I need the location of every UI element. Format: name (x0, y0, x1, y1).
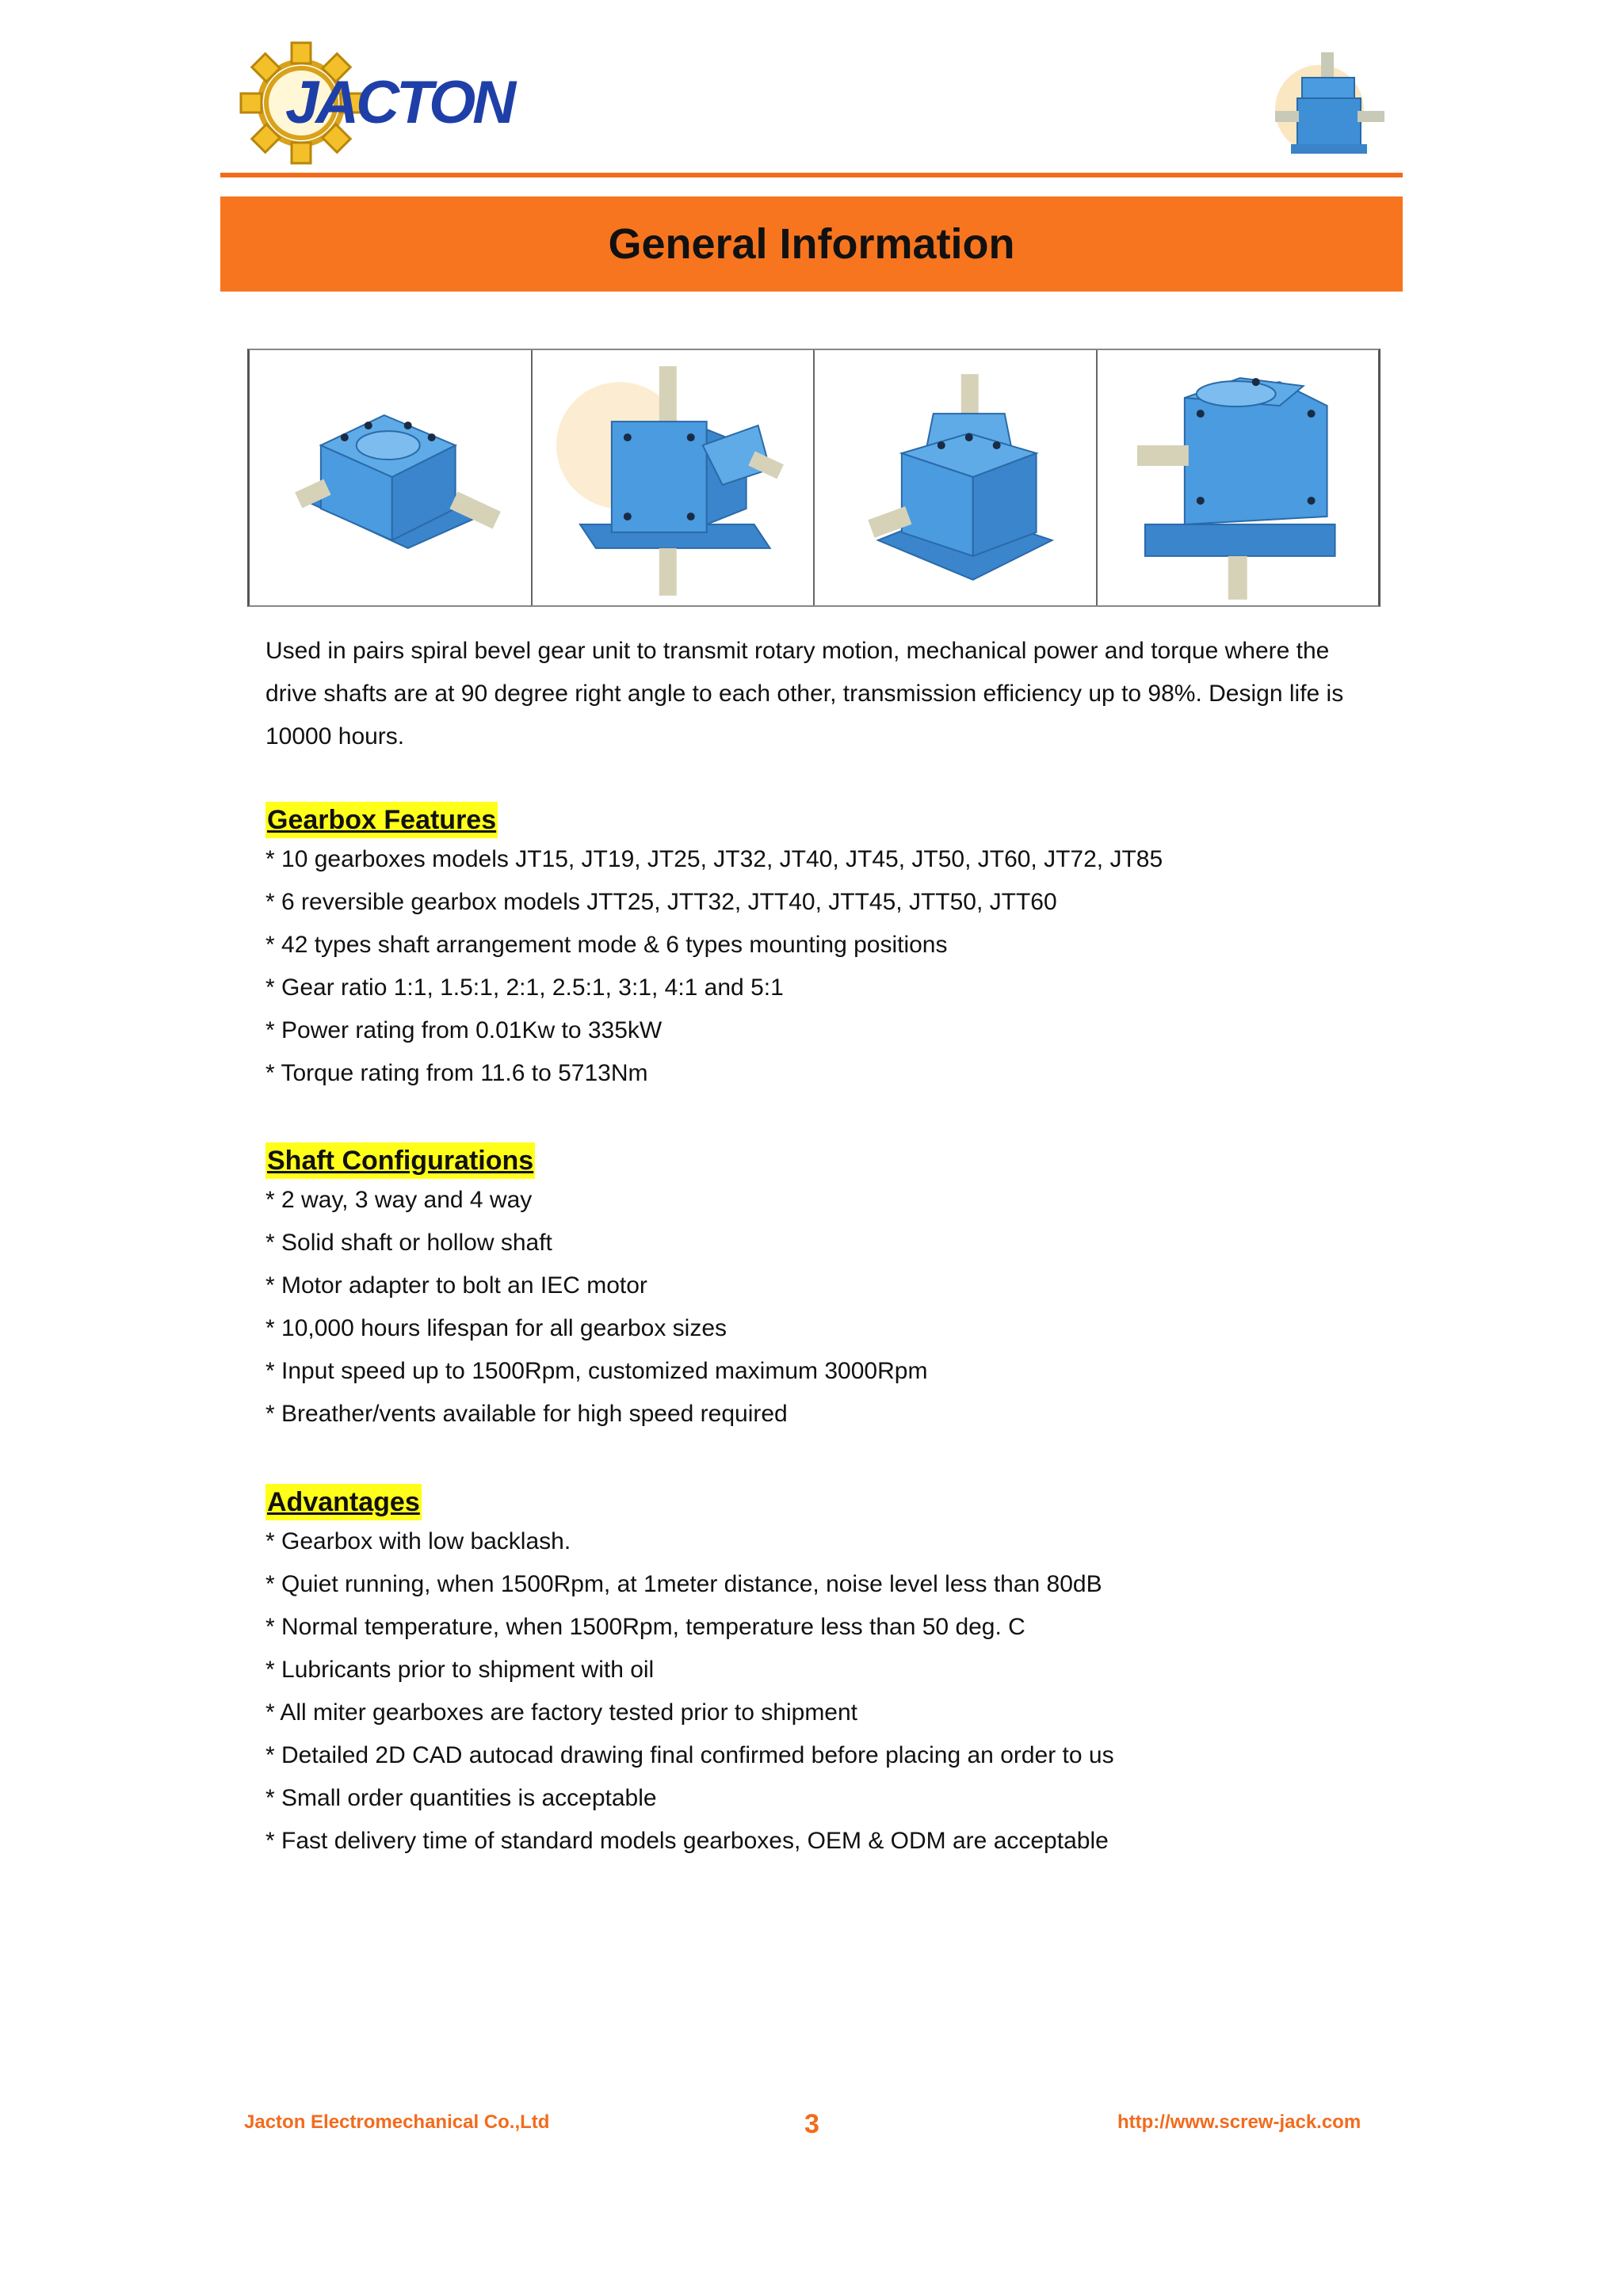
list-item: * Detailed 2D CAD autocad drawing final confirmed before placing an order to us (265, 1742, 1114, 1768)
page-title: General Information (608, 220, 1015, 268)
intro-paragraph: Used in pairs spiral bevel gear unit to transmit rotary motion, mechanical power and torque where the drive shafts are at 90 degree right angle to each other, transmission efficiency up to 98%. Design life is 10000 hours. (265, 638, 1344, 749)
list-item: * 10 gearboxes models JT15, JT19, JT25, JT32, JT40, JT45, JT50, JT60, JT72, JT85 (265, 846, 1163, 872)
list-item: * Small order quantities is acceptable (265, 1785, 657, 1811)
section-shaft-configurations (265, 1142, 1375, 1436)
list-item: * Fast delivery time of standard models gearboxes, OEM & ODM are acceptable (265, 1828, 1109, 1854)
features-list (265, 838, 1375, 1095)
list-item: * 6 reversible gearbox models JTT25, JTT32, JTT40, JTT45, JTT50, JTT60 (265, 889, 1057, 915)
title-banner (220, 196, 1403, 292)
bevel-gearbox-3way-icon (533, 350, 814, 605)
advantages-list (265, 1520, 1375, 1863)
list-item: * Power rating from 0.01Kw to 335kW (265, 1017, 663, 1043)
gallery-image-1 (250, 350, 533, 605)
section-advantages (265, 1484, 1375, 1863)
product-gallery (247, 349, 1381, 607)
list-item: * Torque rating from 11.6 to 5713Nm (265, 1060, 648, 1086)
gallery-image-4 (1098, 350, 1379, 605)
list-item: * Lubricants prior to shipment with oil (265, 1657, 655, 1683)
section-heading: Gearbox Features (265, 802, 498, 838)
bevel-gearbox-3way-flange-icon (1098, 350, 1379, 605)
footer-company: Jacton Electromechanical Co.,Ltd (244, 2111, 550, 2133)
gallery-image-2 (533, 350, 815, 605)
gearbox-header-icon (1256, 46, 1403, 173)
bevel-gearbox-2way-vertical-icon (815, 350, 1096, 605)
jacton-logo (238, 40, 514, 166)
list-item: * Breather/vents available for high speed required (265, 1401, 788, 1427)
page-number: 3 (804, 2109, 819, 2139)
footer-url-link[interactable]: http://www.screw-jack.com (1117, 2111, 1361, 2133)
header-gearbox-image (1256, 46, 1403, 173)
list-item: * Motor adapter to bolt an IEC motor (265, 1272, 647, 1299)
list-item: * 10,000 hours lifespan for all gearbox sizes (265, 1315, 727, 1341)
list-item: * Quiet running, when 1500Rpm, at 1meter distance, noise level less than 80dB (265, 1571, 1102, 1597)
section-heading: Shaft Configurations (265, 1142, 535, 1179)
list-item: * 42 types shaft arrangement mode & 6 types mounting positions (265, 932, 948, 958)
header-divider (220, 173, 1403, 177)
list-item: * All miter gearboxes are factory tested prior to shipment (265, 1699, 858, 1726)
shaft-config-list (265, 1179, 1375, 1436)
logo-wordmark: JACTON (285, 69, 514, 136)
list-item: * 2 way, 3 way and 4 way (265, 1187, 533, 1213)
list-item: * Gear ratio 1:1, 1.5:1, 2:1, 2.5:1, 3:1, 4:1 and 5:1 (265, 974, 784, 1001)
list-item: * Solid shaft or hollow shaft (265, 1230, 552, 1256)
list-item: * Input speed up to 1500Rpm, customized maximum 3000Rpm (265, 1358, 928, 1384)
gallery-image-3 (815, 350, 1098, 605)
list-item: * Normal temperature, when 1500Rpm, temperature less than 50 deg. C (265, 1614, 1025, 1640)
list-item: * Gearbox with low backlash. (265, 1528, 571, 1554)
section-gearbox-features (265, 802, 1375, 1095)
section-heading: Advantages (265, 1484, 422, 1520)
bevel-gearbox-2way-icon (250, 350, 531, 605)
